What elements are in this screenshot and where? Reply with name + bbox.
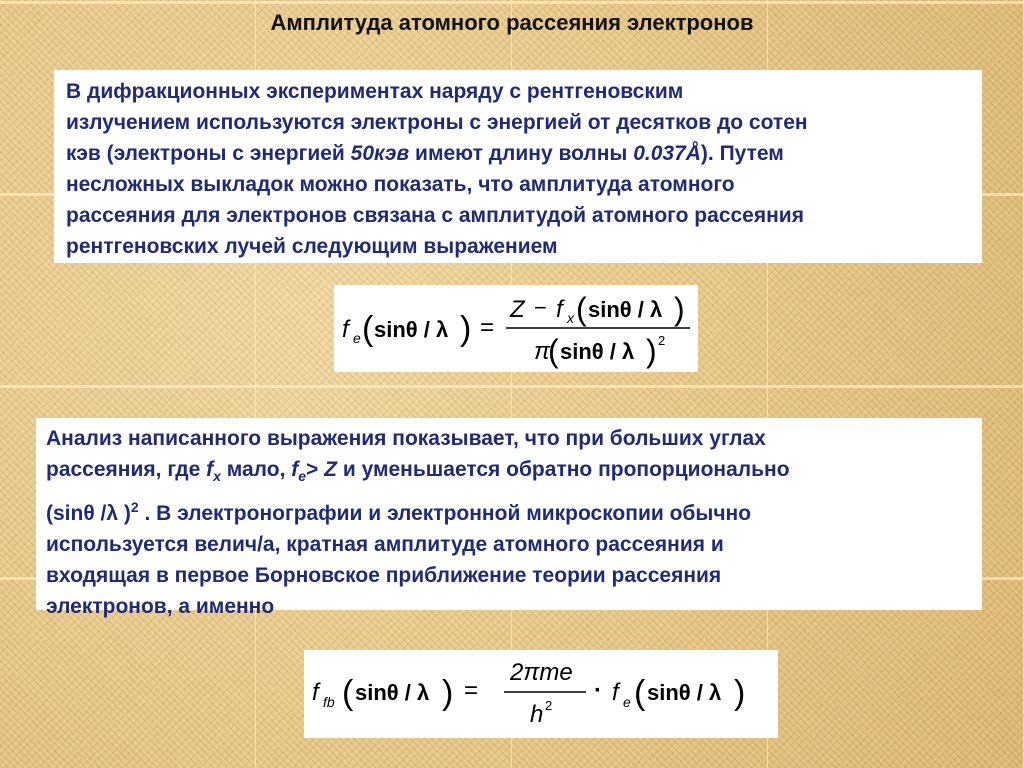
formula-subscript: e [623, 694, 631, 710]
formula-subscript: x [567, 310, 574, 326]
formula-argument: sinθ / λ [647, 680, 722, 705]
analysis-paragraph [36, 418, 982, 619]
paren-right: ) [646, 333, 657, 369]
paren-right: ) [442, 674, 454, 712]
para1-line [66, 138, 972, 169]
formula-symbol: f [342, 316, 349, 343]
text-span: мало, [220, 458, 292, 481]
formula-argument: sinθ / λ [355, 680, 430, 705]
formula-symbol: f [612, 679, 619, 706]
formula-symbol: f [312, 679, 319, 706]
formula-argument: sinθ / λ [588, 297, 663, 322]
equals-sign: = [464, 677, 479, 704]
slide-title: Амплитуда атомного рассеяния электронов [270, 10, 754, 35]
formula-electron-amplitude [334, 285, 698, 372]
paren-right: ) [460, 310, 472, 348]
subscript: e [298, 468, 307, 485]
formula-subscript: e [353, 330, 361, 346]
energy-value: 50кэв [350, 142, 410, 165]
text-span: > [306, 458, 325, 481]
paren-left: ( [634, 674, 646, 712]
text-span: (sinθ /λ ) [46, 502, 131, 526]
text-span: рассеяния, где [46, 458, 207, 481]
paren-left: ( [362, 310, 374, 348]
formula-argument: sinθ / λ [374, 317, 449, 342]
para2-line [46, 492, 972, 529]
symbol-f: f [206, 458, 214, 481]
formula-exponent: 2 [545, 698, 553, 713]
formula-argument: sinθ / λ [560, 339, 635, 364]
superscript: 2 [130, 499, 139, 516]
minus-sign: − [534, 295, 547, 320]
wavelength-value: 0.037Å [633, 142, 701, 165]
formula-symbol: h [530, 701, 544, 728]
paren-left: ( [548, 333, 559, 369]
text-span: имеют длину волны [409, 142, 634, 165]
para1-line: В дифракционных экспериментах наряду с рентгеновским [66, 80, 684, 103]
dot-operator: · [594, 677, 602, 704]
formula-exponent: 2 [658, 333, 666, 348]
text-span: . В электронографии и электронной микроскопии обычно [138, 502, 752, 526]
paren-left: ( [342, 674, 354, 712]
text-span: ). Путем [700, 142, 784, 165]
symbol-z: Z [324, 458, 337, 481]
subscript: x [213, 468, 221, 485]
formula-symbol: π [534, 338, 551, 365]
symbol-f: f [291, 458, 299, 481]
equals-sign: = [480, 314, 495, 341]
para1-line: рентгеновских лучей следующим выражением [66, 235, 558, 258]
text-span: кэв (электроны с энергией [66, 142, 351, 165]
para2-line: входящая в первое Борновское приближение теории рассеяния [46, 564, 722, 588]
formula-symbol: f [556, 296, 563, 323]
paren-right: ) [674, 291, 685, 327]
para2-line: электронов, а именно [46, 595, 275, 619]
para1-line: несложных выкладок можно показать, что амплитуда атомного [66, 173, 735, 196]
formula-born-amplitude [304, 650, 778, 738]
text-span: и уменьшается обратно пропорционально [336, 458, 790, 481]
paren-right: ) [734, 674, 746, 712]
para2-line [46, 454, 972, 492]
formula-subscript: fb [323, 694, 335, 710]
intro-paragraph [54, 70, 982, 263]
para2-line: Анализ написанного выражения показывает, что при больших углах [46, 427, 766, 450]
formula-symbol: Z [510, 296, 525, 323]
para1-line: рассеяния для электронов связана с амплитудой атомного рассеяния [66, 204, 804, 227]
paren-left: ( [576, 291, 587, 327]
formula-numerator: 2πme [510, 659, 573, 686]
para2-line: используется велич/а, кратная амплитуде атомного рассеяния и [46, 533, 724, 557]
para1-line: излучением используются электроны с энергией от десятков до сотен [66, 111, 808, 134]
